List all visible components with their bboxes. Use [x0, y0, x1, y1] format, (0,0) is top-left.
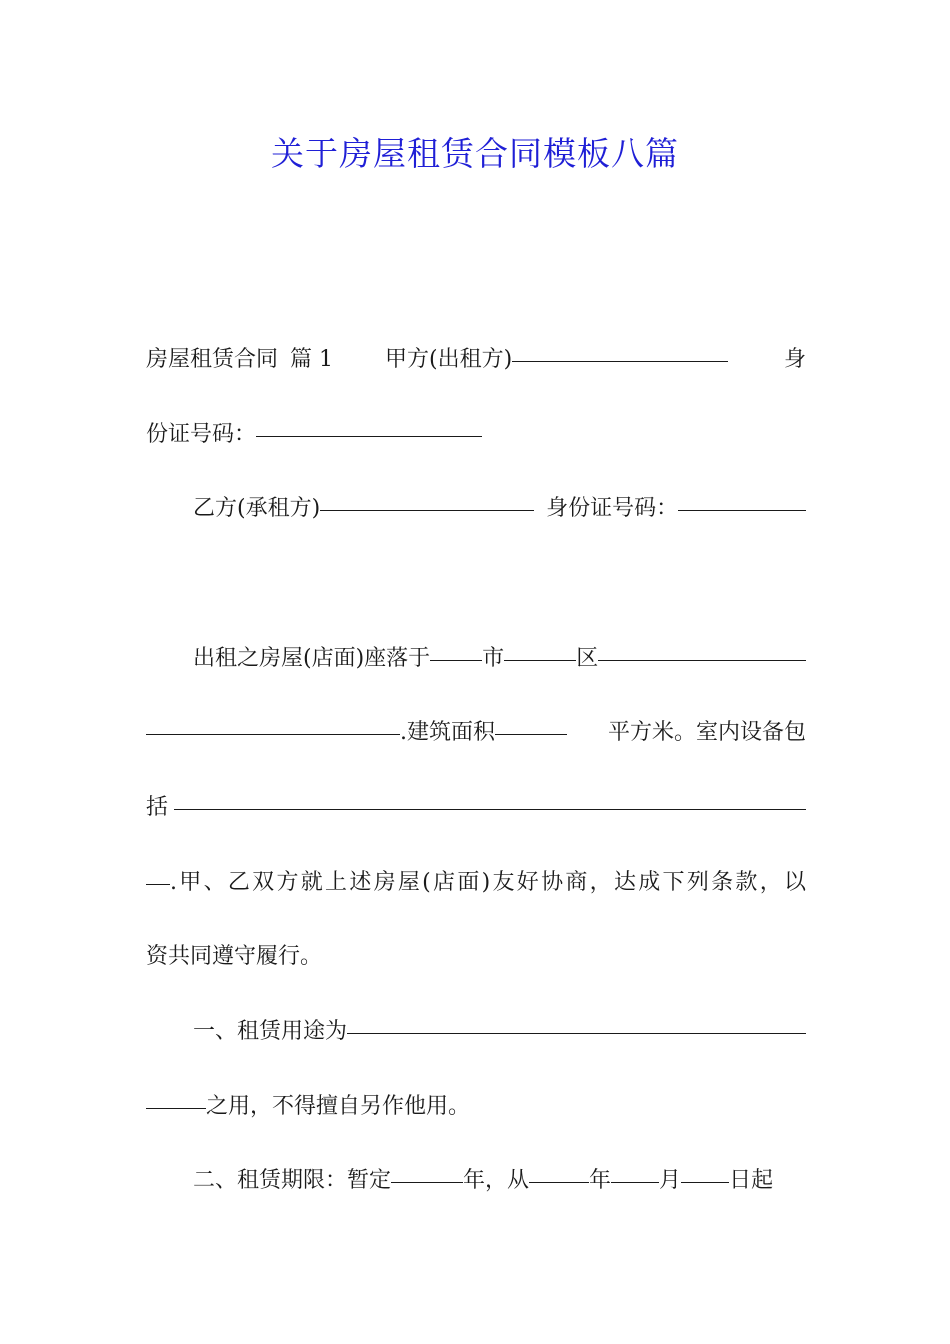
contract-heading: 房屋租赁合同: [146, 347, 279, 372]
start-year-blank: [529, 1182, 589, 1183]
article-number: 篇 1: [290, 347, 334, 372]
party-a-label: 甲方(出租方): [385, 347, 513, 372]
id-label-start: 身: [783, 347, 806, 372]
party-b-id-blank: [678, 510, 806, 511]
start-day-label: 日起: [729, 1168, 774, 1193]
district-blank: [504, 660, 576, 661]
start-year-label: 年: [589, 1168, 612, 1193]
contract-line-6: [146, 713, 806, 753]
area-blank: [495, 734, 567, 735]
clause-1-text: 之用，不得擅自另作他用。: [206, 1094, 471, 1119]
start-month-label: 月: [659, 1168, 682, 1193]
agreement-text-cont: 资共同遵守履行。: [146, 944, 323, 969]
document-title: 关于房屋租赁合同模板八篇: [271, 134, 679, 173]
party-a-id-label: 份证号码：: [146, 422, 257, 447]
contract-line-11: [146, 1087, 806, 1127]
contract-line-5: [146, 639, 806, 679]
agreement-text: .甲、乙双方就上述房屋(店面)友好协商，达成下列条款，以: [170, 870, 806, 895]
purpose-blank: [347, 1033, 806, 1034]
contract-line-4: [146, 564, 806, 604]
city-label: 市: [482, 646, 505, 671]
start-month-blank: [611, 1182, 659, 1183]
address-blank-cont: [146, 734, 400, 735]
district-label: 区: [576, 646, 599, 671]
clause-1-label: 一、租赁用途为: [193, 1019, 348, 1044]
clause-2-label: 二、租赁期限：暂定: [193, 1168, 392, 1193]
area-label: .建筑面积: [400, 720, 495, 745]
party-b-id-label: 身份证号码：: [546, 496, 679, 521]
address-blank: [598, 660, 806, 661]
contract-line-12: [146, 1161, 806, 1201]
contract-line-2: [146, 415, 806, 455]
contract-line-10: [146, 1012, 806, 1052]
start-day-blank: [681, 1182, 729, 1183]
contract-line-3: [146, 489, 806, 529]
party-a-id-blank: [256, 436, 482, 437]
term-years-label: 年，从: [463, 1168, 530, 1193]
location-label: 出租之房屋(店面)座落于: [193, 646, 431, 671]
contract-line-8: [146, 863, 806, 903]
area-unit-label: 平方米。室内设备包: [607, 720, 806, 745]
party-a-name-blank: [512, 361, 728, 362]
party-b-name-blank: [320, 510, 534, 511]
equipment-label: 括: [146, 795, 169, 820]
city-blank: [430, 660, 482, 661]
equipment-blank: [174, 809, 806, 810]
contract-line-1: [146, 340, 806, 380]
purpose-blank-cont: [146, 1108, 206, 1109]
party-b-label: 乙方(承租方): [193, 496, 321, 521]
contract-line-9: [146, 937, 806, 977]
equipment-blank-cont: [146, 884, 170, 885]
contract-line-7: [146, 788, 806, 828]
term-years-blank: [391, 1182, 463, 1183]
